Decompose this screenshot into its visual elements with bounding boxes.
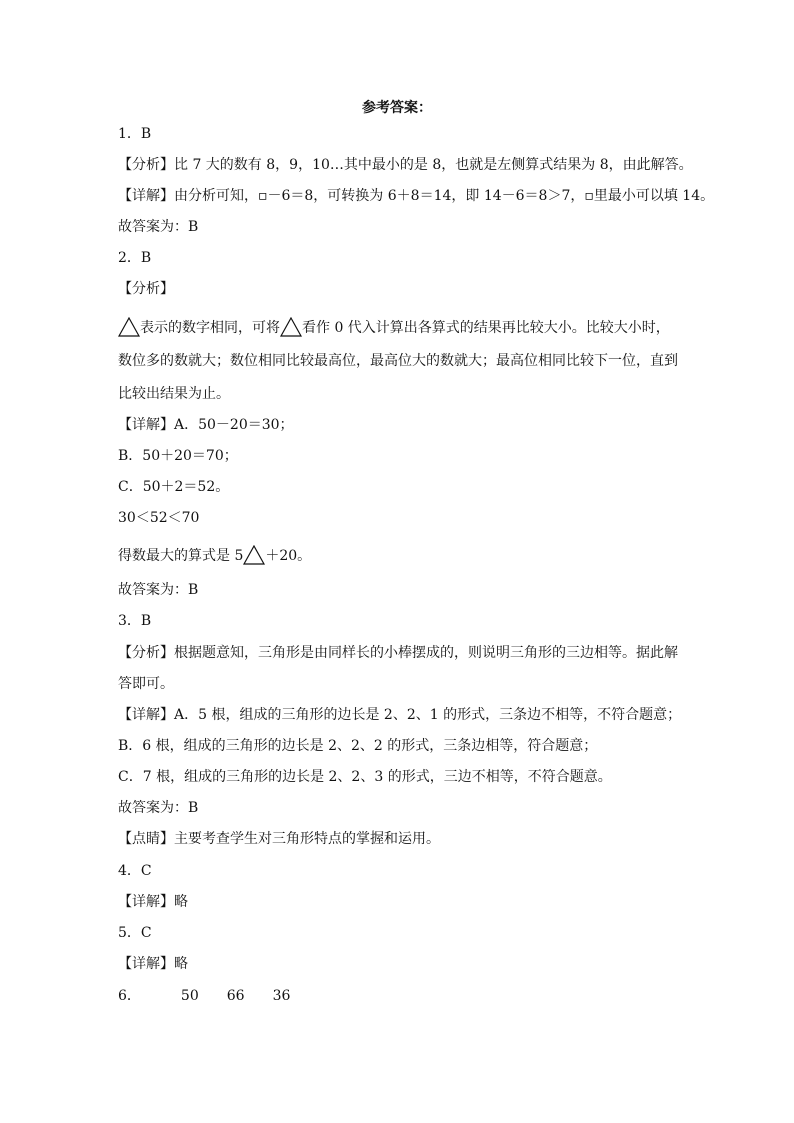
answer-line: C．7 根，组成的三角形的边长是 2、2、3 的形式，三边不相等，不符合题意。 [118, 769, 612, 785]
answer-line: 1．B [118, 126, 152, 142]
answer-line: 故答案为：B [118, 219, 199, 235]
page-title: 参考答案： [362, 100, 432, 116]
text-segment: 得数最大的算式是 5 [118, 548, 244, 564]
answer-line: B．6 根，组成的三角形的边长是 2、2、2 的形式，三条边相等，符合题意； [118, 738, 598, 754]
answer-line: 【分析】比 7 大的数有 8，9，10…其中最小的是 8，也就是左侧算式结果为 8，由此解答。 [118, 157, 693, 173]
answer-line-with-triangle [118, 545, 311, 565]
answer-value: 50 [180, 988, 199, 1004]
answer-line: 【详解】由分析可知，▫－6＝8，可转换为 6＋8＝14，即 14－6＝8＞7，▫里最小可以填 14。 [118, 188, 715, 204]
answer-value: 66 [226, 988, 245, 1004]
answer-line: 【分析】根据题意知，三角形是由同样长的小棒摆成的，则说明三角形的三边相等。据此解 [118, 645, 678, 661]
question-number: 6． [118, 988, 141, 1004]
answer-value: 36 [272, 988, 291, 1004]
answer-line: 【详解】A．5 根，组成的三角形的边长是 2、2、1 的形式，三条边不相等，不符合题意； [118, 707, 682, 723]
text-segment: 表示的数字相同，可将 [140, 320, 280, 336]
answer-line: 5．C [118, 925, 152, 941]
answer-line: 2．B [118, 250, 152, 266]
answer-line: 答即可。 [118, 676, 174, 692]
triangle-icon [118, 317, 140, 337]
answer-line: 故答案为：B [118, 800, 199, 816]
triangle-icon [243, 545, 265, 565]
answer-line: 【详解】A．50－20＝30； [118, 417, 294, 433]
answer-line: 【点睛】主要考查学生对三角形特点的掌握和运用。 [118, 831, 440, 847]
text-segment: 看作 0 代入计算出各算式的结果再比较大小。比较大小时， [302, 320, 670, 336]
answer-line: 【详解】略 [118, 894, 188, 910]
text-segment: ＋20。 [265, 548, 312, 564]
answer-line-with-triangle [118, 317, 670, 337]
answer-line: 比较出结果为止。 [118, 386, 230, 402]
answer-line-q6 [118, 988, 290, 1004]
answer-line: B．50＋20＝70； [118, 448, 238, 464]
answer-line: 30＜52＜70 [118, 510, 200, 526]
answer-line: 故答案为：B [118, 582, 199, 598]
answer-line: 3．B [118, 613, 152, 629]
answer-line: 数位多的数就大；数位相同比较最高位，最高位大的数就大；最高位相同比较下一位，直到 [118, 353, 678, 369]
answer-line: C．50＋2＝52。 [118, 479, 230, 495]
answer-line: 4．C [118, 863, 152, 879]
answer-line: 【分析】 [118, 281, 174, 297]
triangle-icon [280, 317, 302, 337]
answer-line: 【详解】略 [118, 956, 188, 972]
